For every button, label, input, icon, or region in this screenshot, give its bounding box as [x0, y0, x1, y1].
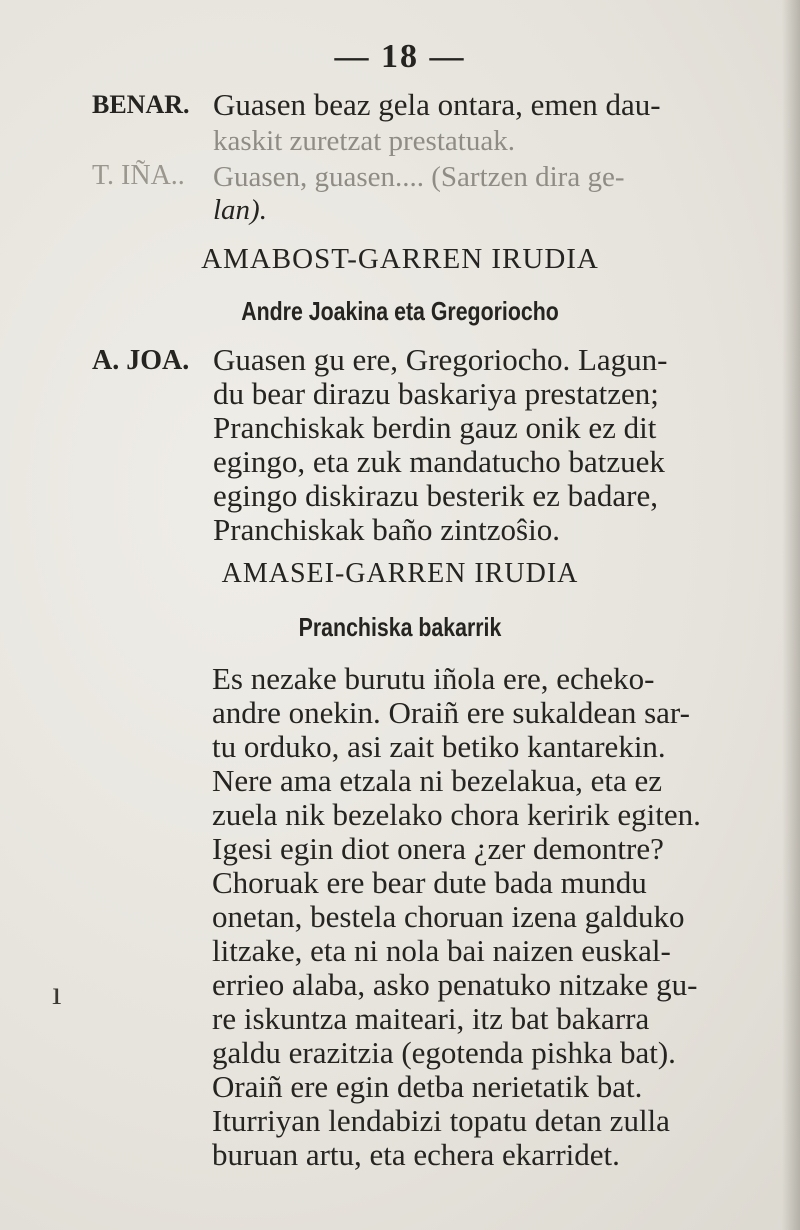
page-edge-shadow: [782, 0, 800, 1230]
monologue-line: errieo alaba, asko penatuko nitzake gu-: [212, 967, 698, 1002]
speaker-t-ina: T. IÑA..: [92, 160, 185, 191]
monologue-line: Oraiñ ere egin detba nerietatik bat.: [212, 1069, 643, 1104]
monologue-line: andre onekin. Oraiñ ere sukaldean sar-: [212, 695, 690, 730]
monologue-line: Nere ama etzala ni bezelakua, eta ez: [212, 763, 663, 798]
monologue-line: buruan artu, eta echera ekarridet.: [212, 1137, 620, 1172]
monologue-line: galdu erazitzia (egotenda pishka bat).: [212, 1035, 676, 1070]
monologue-line: Igesi egin diot onera ¿zer demontre?: [212, 831, 664, 866]
dialogue-line: lan).: [213, 194, 267, 226]
dialogue-line: egingo diskirazu besterik ez badare,: [213, 478, 659, 513]
dialogue-line: du bear dirazu baskariya prestatzen;: [213, 376, 659, 411]
monologue-line: Choruak ere bear dute bada mundu: [212, 865, 647, 900]
monologue-line: Iturriyan lendabizi topatu detan zulla: [212, 1103, 670, 1138]
monologue-line: zuela nik bezelako chora keririk egiten.: [212, 797, 701, 832]
monologue-line: litzake, eta ni nola bai naizen euskal-: [212, 933, 671, 968]
monologue-line: onetan, bestela choruan izena galduko: [212, 899, 685, 934]
dialogue-line: Guasen beaz gela ontara, emen dau-: [213, 87, 661, 122]
scene-15-subheading: Andre Joakina eta Gregoriocho: [241, 296, 559, 326]
scene-15-heading: AMABOST-GARREN IRUDIA: [201, 243, 599, 275]
monologue-line: Es nezake burutu iñola ere, echeko-: [212, 661, 655, 696]
dialogue-line: kaskit zuretzat prestatuak.: [213, 125, 515, 157]
scene-16-heading: AMASEI-GARREN IRUDIA: [221, 558, 579, 589]
monologue-line: re iskuntza maiteari, itz bat bakarra: [212, 1001, 650, 1036]
speaker-a-joa: A. JOA.: [92, 345, 190, 376]
margin-mark-icon: ı: [52, 975, 62, 1012]
monologue-line: tu orduko, asi zait betiko kantarekin.: [212, 729, 666, 764]
dialogue-line: Guasen gu ere, Gregoriocho. Lagun-: [213, 342, 668, 377]
dialogue-line: Pranchiskak baño zintzoŝio.: [213, 512, 560, 547]
dialogue-line: Guasen, guasen.... (Sartzen dira ge-: [213, 161, 625, 193]
speaker-benar: BENAR.: [92, 90, 190, 119]
scene-16-subheading: Pranchiska bakarrik: [298, 612, 502, 642]
page-number: — 18 —: [334, 38, 466, 75]
dialogue-line: egingo, eta zuk mandatucho batzuek: [213, 444, 665, 479]
dialogue-line: Pranchiskak berdin gauz onik ez dit: [213, 410, 657, 445]
